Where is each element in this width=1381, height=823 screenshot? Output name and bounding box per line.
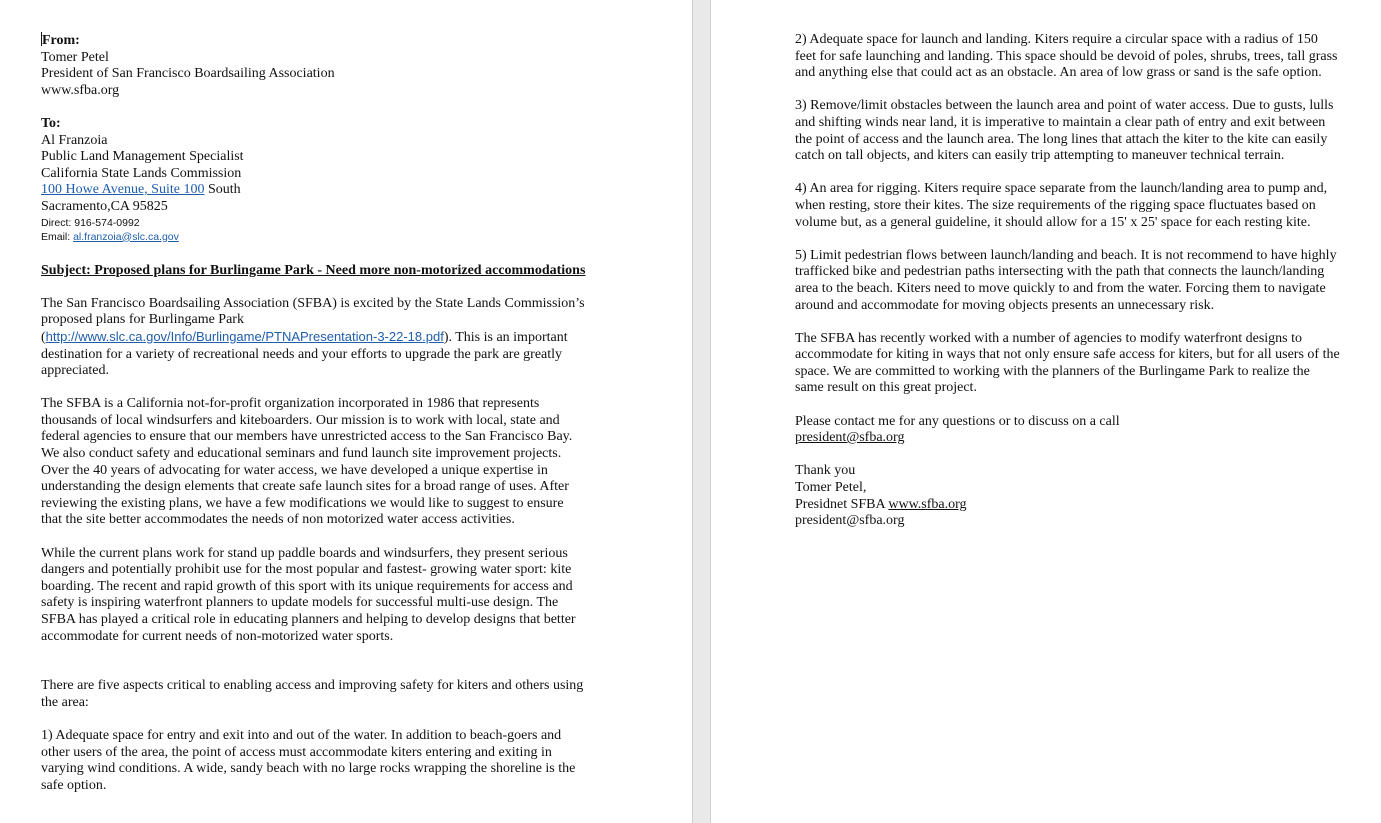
text-line: boarding. The recent and rapid growth of this sport with its unique requirements for access and <box>41 578 573 594</box>
signature-email: president@sfba.org <box>795 513 905 529</box>
sender-name: Tomer Petel <box>41 49 109 65</box>
text-line: The SFBA is a California not-for-profit organization incorporated in 1986 that represents <box>41 396 540 412</box>
paragraph-intro <box>41 296 621 380</box>
paragraph-current-plans <box>41 546 621 646</box>
text-line: the area: <box>41 694 89 710</box>
text-line: There are five aspects critical to enabling access and improving safety for kiters and others using <box>41 678 584 694</box>
text-line: Over the 40 years of advocating for water access, we have developed a unique expertise in <box>41 462 548 478</box>
text-line: when resting, store their kites. The size requirements of the rigging space fluctuates based on <box>795 197 1316 213</box>
paragraph-aspect-5 <box>795 248 1365 314</box>
text-line: 3) Remove/limit obstacles between the launch area and point of water access. Due to gusts, lulls <box>795 98 1334 114</box>
document-page-left <box>41 32 621 795</box>
text-line: SFBA has played a critical role in educating planners and helping to develop designs that better <box>41 612 576 627</box>
paragraph-about-sfba <box>41 396 621 529</box>
text-line: appreciated. <box>41 363 110 379</box>
address-rest: South <box>204 182 241 198</box>
text-line: and shifting winds near land, it is imperative to maintain a clear path of entry and exit between <box>795 114 1326 130</box>
text-line: We also conduct safety and educational seminars and fund launch site improvement projects. <box>41 446 562 462</box>
text-line: The San Francisco Boardsailing Association (SFBA) is excited by the State Lands Commission’s <box>41 295 585 311</box>
sender-title: President of San Francisco Boardsailing Association <box>41 66 335 82</box>
from-label <box>41 32 621 50</box>
text-line: feet for safe launching and landing. This space should be devoid of poles, shrubs, trees, tall grass <box>795 48 1338 64</box>
text-line: area to the beach. Kiters need to move quickly to and from the water. Forcing them to navigate <box>795 280 1326 296</box>
text-line: the point of access and the launch area. The long lines that attach the kiter to the kite can easily <box>795 131 1328 147</box>
signature-title-text: Presidnet SFBA <box>795 496 889 512</box>
subject-line: Subject: Proposed plans for Burlingame Park - Need more non-motorized accommodations <box>41 262 586 278</box>
sender-website: www.sfba.org <box>41 82 120 98</box>
text-line: understanding the design elements that create safe launch sites for a broad range of uses. After <box>41 479 569 495</box>
to-label: To: <box>41 115 61 131</box>
contact-line: Please contact me for any questions or to discuss on a call <box>795 413 1120 429</box>
text-line: destination for a variety of recreational needs and your efforts to upgrade the park are greatly <box>41 346 563 362</box>
text-line: 1) Adequate space for entry and exit into and out of the water. In addition to beach-goers and <box>41 728 562 744</box>
text-line: thousands of local windsurfers and kiteboarders. Our mission is to work with local, state and <box>41 412 560 428</box>
paragraph-aspect-4 <box>795 181 1365 231</box>
link-trailing-text: ). This is an important <box>443 329 568 345</box>
page-gutter <box>692 0 711 823</box>
text-line: other users of the area, the point of access must accommodate kiters entering and exiting in <box>41 744 552 760</box>
text-line: reviewing the existing plans, we have a few modifications we would like to suggest to ensure <box>41 495 564 511</box>
recipient-address <box>41 182 621 199</box>
text-line: varying wind conditions. A wide, sandy beach with no large rocks wrapping the shoreline is the <box>41 761 576 777</box>
from-label-text: From: <box>42 33 80 48</box>
text-line: safe option. <box>41 777 107 793</box>
text-line: 5) Limit pedestrian flows between launch/landing and beach. It is not recommend to have highly <box>795 247 1337 263</box>
paragraph-aspect-3 <box>795 98 1365 164</box>
paren-open: ( <box>41 329 46 345</box>
text-line: safety is inspiring waterfront planners to update models for successful multi-use design. The <box>41 595 559 611</box>
text-line: accommodate for current needs of non-motorized water sports. <box>41 628 394 644</box>
text-line: that the site better accommodates the needs of non motorized water access activities. <box>41 512 515 528</box>
text-line: 2) Adequate space for launch and landing. Kiters require a circular space with a radius of 150 <box>795 32 1318 47</box>
text-line: dangers and potentially prohibit use for the most popular and fastest- growing water sport: kite <box>41 562 572 578</box>
recipient-email <box>41 230 621 244</box>
text-line: accommodate for kiting in ways that not only ensure safe access for kiters, but for all users of the <box>795 347 1340 363</box>
paragraph-aspect-2 <box>795 32 1365 82</box>
text-line: The SFBA has recently worked with a number of agencies to modify waterfront designs to <box>795 330 1302 346</box>
paragraph-aspect-1 <box>41 728 621 794</box>
text-line: same result on this great project. <box>795 380 977 396</box>
text-line: around and accommodate for moving objects presents an unnecessary risk. <box>795 297 1215 313</box>
text-line: volume but, as a general guideline, it should allow for a 15' x 25' space for each resting kite. <box>795 214 1311 230</box>
text-line: catch on tall objects, and kiters can easily trip attempting to maneuver technical terrain. <box>795 148 1285 164</box>
paragraph-five-aspects <box>41 678 621 711</box>
signature-title <box>795 497 1365 514</box>
recipient-name: Al Franzoia <box>41 132 108 148</box>
recipient-email-link[interactable]: al.franzoia@slc.ca.gov <box>73 230 179 243</box>
closing-thanks: Thank you <box>795 463 856 479</box>
contact-email-link[interactable]: president@sfba.org <box>795 430 905 446</box>
recipient-org: California State Lands Commission <box>41 165 242 181</box>
recipient-title: Public Land Management Specialist <box>41 149 244 165</box>
signature-website-link[interactable]: www.sfba.org <box>888 496 967 512</box>
text-line: While the current plans work for stand up paddle boards and windsurfers, they present serious <box>41 545 568 561</box>
text-line: 4) An area for rigging. Kiters require space separate from the launch/landing area to pump and, <box>795 181 1328 197</box>
email-label: Email: <box>41 230 74 243</box>
recipient-city: Sacramento,CA 95825 <box>41 198 168 214</box>
text-line: proposed plans for Burlingame Park <box>41 312 244 328</box>
signature-name: Tomer Petel, <box>795 480 867 496</box>
text-line-with-link <box>41 329 621 347</box>
recipient-phone: Direct: 916-574-0992 <box>41 216 140 229</box>
text-line: trafficked bike and pedestrian paths intersecting with the path that connects the launch/landing <box>795 264 1325 280</box>
document-page-right <box>795 32 1365 530</box>
address-link[interactable]: 100 Howe Avenue, Suite 100 <box>41 182 205 198</box>
text-line: and anything else that could act as an obstacle. An area of low grass or sand is the safe option. <box>795 65 1322 81</box>
text-line: space. We are committed to working with the planners of the Burlingame Park to realize the <box>795 363 1310 379</box>
paragraph-recent-work <box>795 331 1365 397</box>
presentation-link[interactable]: http://www.slc.ca.gov/Info/Burlingame/PTNAPresentation-3-22-18.pdf <box>45 328 444 344</box>
text-line: federal agencies to ensure that our members have unrestricted access to the San Francisco Bay. <box>41 429 573 445</box>
